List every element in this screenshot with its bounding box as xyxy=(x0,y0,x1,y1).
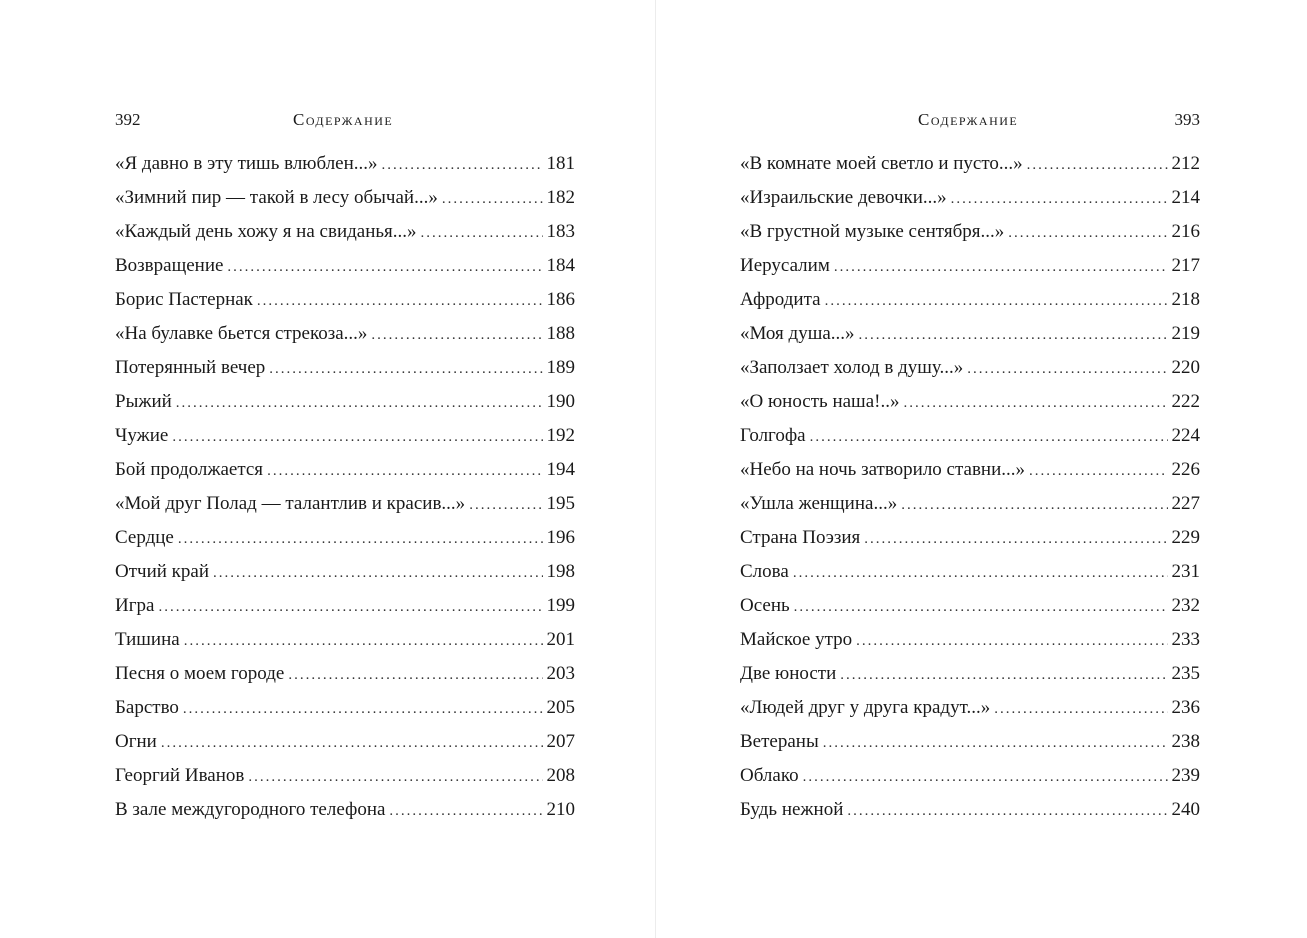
toc-entry-title: Слова xyxy=(740,561,789,582)
toc-entry-page-number: 203 xyxy=(546,663,575,684)
toc-entry-page-number: 219 xyxy=(1171,323,1200,344)
toc-entry xyxy=(740,555,1200,589)
toc-entry-page-number: 186 xyxy=(546,289,575,310)
toc-entry-page-number: 231 xyxy=(1171,561,1200,582)
table-of-contents xyxy=(115,147,575,827)
toc-entry-page-number: 236 xyxy=(1171,697,1200,718)
toc-entry xyxy=(115,487,575,521)
dot-leader xyxy=(248,760,542,793)
toc-entry-title: Будь нежной xyxy=(740,799,844,820)
dot-leader xyxy=(1008,216,1167,249)
toc-entry-title: Огни xyxy=(115,731,157,752)
toc-entry-page-number: 239 xyxy=(1171,765,1200,786)
dot-leader xyxy=(288,658,542,691)
toc-entry-title: Тишина xyxy=(115,629,180,650)
toc-entry-title: «Я давно в эту тишь влюблен...» xyxy=(115,153,378,174)
toc-entry-title: «Каждый день хожу я на свиданья...» xyxy=(115,221,417,242)
toc-entry xyxy=(115,249,575,283)
dot-leader xyxy=(994,692,1167,725)
toc-entry-title: «Людей друг у друга крадут...» xyxy=(740,697,991,718)
toc-entry-page-number: 181 xyxy=(546,153,575,174)
toc-entry-title: «В комнате моей светло и пусто...» xyxy=(740,153,1023,174)
toc-entry-page-number: 207 xyxy=(546,731,575,752)
toc-entry-page-number: 195 xyxy=(546,493,575,514)
toc-entry xyxy=(740,351,1200,385)
toc-entry xyxy=(740,317,1200,351)
toc-entry-page-number: 216 xyxy=(1171,221,1200,242)
toc-entry-page-number: 217 xyxy=(1171,255,1200,276)
toc-entry-page-number: 182 xyxy=(546,187,575,208)
toc-entry-page-number: 208 xyxy=(546,765,575,786)
page-number: 393 xyxy=(1174,110,1200,129)
toc-entry xyxy=(115,589,575,623)
section-title: Содержание xyxy=(918,110,1019,129)
toc-entry-page-number: 235 xyxy=(1171,663,1200,684)
toc-entry-title: Игра xyxy=(115,595,155,616)
toc-entry-page-number: 233 xyxy=(1171,629,1200,650)
page-number: 392 xyxy=(115,110,141,129)
toc-entry xyxy=(115,147,575,181)
toc-entry-page-number: 229 xyxy=(1171,527,1200,548)
toc-entry xyxy=(115,351,575,385)
toc-entry-page-number: 214 xyxy=(1171,187,1200,208)
toc-entry xyxy=(740,419,1200,453)
toc-entry-page-number: 189 xyxy=(546,357,575,378)
toc-entry-page-number: 210 xyxy=(546,799,575,820)
dot-leader xyxy=(840,658,1167,691)
dot-leader xyxy=(951,182,1168,215)
toc-entry xyxy=(740,147,1200,181)
toc-entry-page-number: 220 xyxy=(1171,357,1200,378)
dot-leader xyxy=(389,794,542,827)
toc-entry xyxy=(115,555,575,589)
toc-entry-title: Потерянный вечер xyxy=(115,357,266,378)
toc-entry-title: Отчий край xyxy=(115,561,209,582)
toc-entry-page-number: 212 xyxy=(1171,153,1200,174)
dot-leader xyxy=(967,352,1167,385)
running-head xyxy=(740,108,1200,132)
toc-entry-page-number: 218 xyxy=(1171,289,1200,310)
toc-entry-page-number: 232 xyxy=(1171,595,1200,616)
toc-entry xyxy=(115,317,575,351)
toc-entry xyxy=(740,453,1200,487)
toc-entry-page-number: 196 xyxy=(546,527,575,548)
toc-entry-title: Афродита xyxy=(740,289,821,310)
toc-entry-page-number: 188 xyxy=(546,323,575,344)
toc-entry-page-number: 198 xyxy=(546,561,575,582)
toc-entry-page-number: 240 xyxy=(1171,799,1200,820)
toc-entry-page-number: 227 xyxy=(1171,493,1200,514)
toc-entry-title: Голгофа xyxy=(740,425,806,446)
toc-entry xyxy=(740,487,1200,521)
toc-entry-title: Возвращение xyxy=(115,255,224,276)
toc-entry-title: В зале междугородного телефона xyxy=(115,799,386,820)
toc-entry xyxy=(740,793,1200,827)
dot-leader xyxy=(267,454,542,487)
toc-entry-page-number: 201 xyxy=(546,629,575,650)
toc-entry xyxy=(115,453,575,487)
toc-entry-title: «В грустной музыке сентября...» xyxy=(740,221,1005,242)
dot-leader xyxy=(269,352,542,385)
toc-entry xyxy=(740,385,1200,419)
toc-entry-title: Майское утро xyxy=(740,629,853,650)
running-head xyxy=(115,108,575,132)
toc-entry-title: «Заползает холод в душу...» xyxy=(740,357,964,378)
toc-entry xyxy=(115,759,575,793)
toc-entry xyxy=(115,725,575,759)
dot-leader xyxy=(823,726,1168,759)
toc-entry-title: «О юность наша!..» xyxy=(740,391,900,412)
toc-entry xyxy=(115,419,575,453)
toc-entry xyxy=(740,725,1200,759)
dot-leader xyxy=(158,590,542,623)
dot-leader xyxy=(901,488,1167,521)
toc-entry xyxy=(740,589,1200,623)
toc-entry-title: «Мой друг Полад — талантлив и красив...» xyxy=(115,493,466,514)
toc-entry-title: Рыжий xyxy=(115,391,172,412)
toc-entry-page-number: 199 xyxy=(546,595,575,616)
toc-entry xyxy=(740,759,1200,793)
dot-leader xyxy=(1029,454,1167,487)
dot-leader xyxy=(227,250,542,283)
toc-entry-page-number: 183 xyxy=(546,221,575,242)
dot-leader xyxy=(183,692,543,725)
toc-entry xyxy=(115,657,575,691)
toc-entry xyxy=(740,249,1200,283)
toc-entry-title: «Зимний пир — такой в лесу обычай...» xyxy=(115,187,438,208)
dot-leader xyxy=(856,624,1167,657)
dot-leader xyxy=(834,250,1168,283)
toc-entry-title: Песня о моем городе xyxy=(115,663,285,684)
toc-entry-title: Страна Поэзия xyxy=(740,527,861,548)
toc-entry-title: «На булавке бьется стрекоза...» xyxy=(115,323,368,344)
toc-entry-page-number: 226 xyxy=(1171,459,1200,480)
toc-entry-title: Георгий Иванов xyxy=(115,765,245,786)
table-of-contents xyxy=(740,147,1200,827)
dot-leader xyxy=(794,590,1168,623)
toc-entry-page-number: 224 xyxy=(1171,425,1200,446)
dot-leader xyxy=(1027,148,1168,181)
section-title: Содержание xyxy=(293,110,394,129)
toc-entry-page-number: 192 xyxy=(546,425,575,446)
toc-entry-title: Две юности xyxy=(740,663,837,684)
dot-leader xyxy=(213,556,543,589)
toc-entry xyxy=(115,623,575,657)
toc-entry xyxy=(740,691,1200,725)
toc-entry-page-number: 205 xyxy=(546,697,575,718)
toc-entry-page-number: 190 xyxy=(546,391,575,412)
toc-entry-title: Чужие xyxy=(115,425,169,446)
toc-entry xyxy=(740,623,1200,657)
toc-entry-title: «Ушла женщина...» xyxy=(740,493,898,514)
right-page xyxy=(656,0,1307,938)
dot-leader xyxy=(864,522,1167,555)
dot-leader xyxy=(257,284,543,317)
toc-entry xyxy=(115,691,575,725)
dot-leader xyxy=(810,420,1168,453)
toc-entry-title: Ветераны xyxy=(740,731,819,752)
toc-entry-title: Сердце xyxy=(115,527,174,548)
toc-entry-page-number: 238 xyxy=(1171,731,1200,752)
dot-leader xyxy=(178,522,543,555)
toc-entry-title: Бой продолжается xyxy=(115,459,264,480)
dot-leader xyxy=(903,386,1167,419)
toc-entry xyxy=(740,521,1200,555)
toc-entry xyxy=(740,181,1200,215)
toc-entry xyxy=(740,215,1200,249)
dot-leader xyxy=(161,726,543,759)
dot-leader xyxy=(184,624,543,657)
toc-entry-page-number: 194 xyxy=(546,459,575,480)
toc-entry-title: «Небо на ночь затворило ставни...» xyxy=(740,459,1026,480)
dot-leader xyxy=(382,148,543,181)
toc-entry-title: Облако xyxy=(740,765,799,786)
dot-leader xyxy=(803,760,1168,793)
toc-entry xyxy=(115,215,575,249)
dot-leader xyxy=(442,182,543,215)
toc-entry xyxy=(740,283,1200,317)
dot-leader xyxy=(176,386,543,419)
dot-leader xyxy=(793,556,1168,589)
toc-entry xyxy=(115,181,575,215)
dot-leader xyxy=(825,284,1168,317)
toc-entry xyxy=(115,793,575,827)
toc-entry xyxy=(740,657,1200,691)
dot-leader xyxy=(371,318,542,351)
toc-entry xyxy=(115,521,575,555)
toc-entry xyxy=(115,283,575,317)
toc-entry xyxy=(115,385,575,419)
toc-entry-title: Барство xyxy=(115,697,179,718)
toc-entry-title: Осень xyxy=(740,595,790,616)
dot-leader xyxy=(421,216,543,249)
toc-entry-page-number: 184 xyxy=(546,255,575,276)
toc-entry-title: Иерусалим xyxy=(740,255,830,276)
toc-entry-title: Борис Пастернак xyxy=(115,289,253,310)
dot-leader xyxy=(172,420,542,453)
dot-leader xyxy=(469,488,542,521)
toc-entry-title: «Израильские девочки...» xyxy=(740,187,947,208)
toc-entry-title: «Моя душа...» xyxy=(740,323,855,344)
toc-entry-page-number: 222 xyxy=(1171,391,1200,412)
dot-leader xyxy=(859,318,1168,351)
dot-leader xyxy=(847,794,1167,827)
